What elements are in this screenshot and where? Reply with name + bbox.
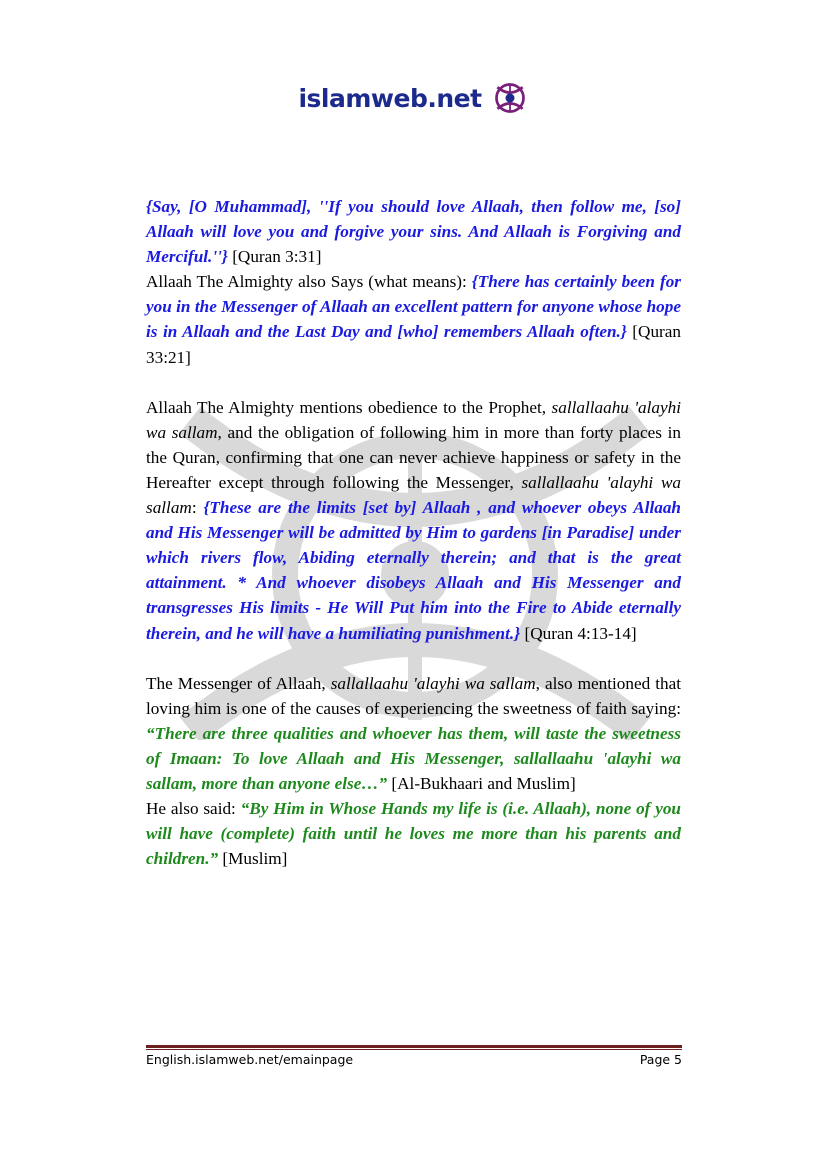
paragraph [146, 269, 681, 369]
paragraph [146, 796, 681, 871]
site-logo-icon [492, 80, 528, 116]
body-text: [Quran 4:13-14] [520, 623, 637, 643]
body-text: [Muslim] [218, 849, 288, 869]
site-logo-text: islamweb.net [298, 83, 482, 113]
footer-url: English.islamweb.net/emainpage [146, 1052, 354, 1067]
paragraph [146, 194, 681, 269]
paragraph-spacer [146, 370, 681, 395]
body-text: [Quran 33:21] [146, 322, 681, 367]
body-text: Allaah The Almighty mentions obedience to the Prophet, [146, 397, 552, 417]
body-text: [Quran 3:31] [227, 247, 322, 267]
page-footer [146, 1052, 682, 1067]
body-text: , also mentioned that loving him is one of the causes of experiencing the sweetness of faith saying: [146, 673, 682, 718]
quran-quote: {Say, [O Muhammad], ''If you should love Allaah, then follow me, [so] Allaah will love you and forgive your sins. And Allaah is Forgiving and Merciful.''} [146, 197, 681, 267]
body-text: , and the obligation of following him in more than forty places in the Quran, confirming that one can never achieve happiness or safety in the Hereafter except through following the Messenger, [146, 422, 681, 492]
article-body [146, 194, 681, 871]
hadith-quote: “By Him in Whose Hands my life is (i.e. Allaah), none of you will have (complete) faith until he loves me more than his parents and children.” [146, 799, 681, 869]
paragraph [146, 395, 681, 646]
body-text: He also said: [146, 799, 241, 819]
honorific-text: sallallaahu 'alayhi wa sallam [146, 472, 681, 518]
body-text: : [191, 498, 204, 518]
body-text: [Al-Bukhaari and Muslim] [387, 773, 576, 793]
quran-quote: {There has certainly been for you in the Messenger of Allaah an excellent pattern for anyone whose hope is in Allaah and the Last Day and [who] remembers Allaah often.} [146, 272, 681, 342]
footer-divider-thin [146, 1049, 682, 1050]
honorific-text: sallallaahu 'alayhi wa sallam [146, 397, 681, 442]
body-text: Allaah The Almighty also Says (what means): [146, 272, 472, 292]
page-number: Page 5 [639, 1052, 682, 1067]
page-header [0, 78, 826, 118]
quran-quote: {These are the limits [set by] Allaah , and whoever obeys Allaah and His Messenger will be admitted by Him to gardens [in Paradise] under which rivers flow, Abiding eternally therein; and that is the great attainment. * And whoever disobeys Allaah and His Messenger and transgresses His limits - He Will Put him into the Fire to Abide eternally therein, and he will have a humiliating punishment.} [146, 498, 681, 643]
paragraph [146, 671, 681, 796]
hadith-quote: “There are three qualities and whoever has them, will taste the sweetness of Imaan: To love Allaah and His Messenger, sallallaahu 'alayhi wa sallam, more than anyone else…” [146, 723, 681, 793]
paragraph-spacer [146, 646, 681, 671]
footer-divider [146, 1045, 682, 1048]
honorific-text: sallallaahu 'alayhi wa sallam [330, 673, 536, 693]
body-text: The Messenger of Allaah, [146, 673, 331, 693]
